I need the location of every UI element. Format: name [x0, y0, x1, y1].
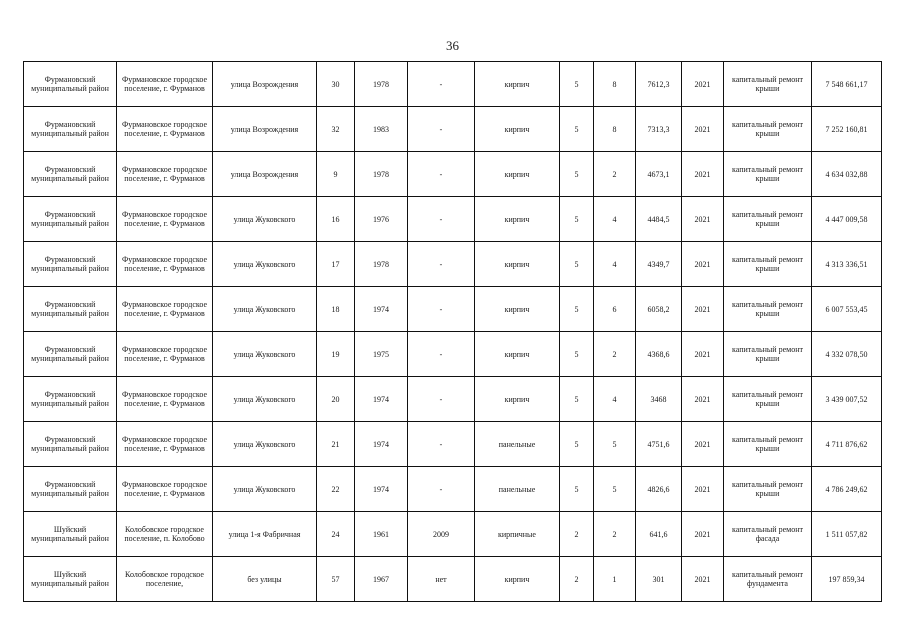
wall-material-cell: кирпич: [475, 62, 560, 107]
table-row: [24, 377, 882, 422]
wall-material-cell: кирпич: [475, 197, 560, 242]
floors-cell: 5: [560, 332, 594, 377]
street-cell: без улицы: [213, 557, 317, 602]
area-cell: 4368,6: [636, 332, 682, 377]
municipality-cell: Фурмановский муниципальный район: [24, 62, 117, 107]
table-row: [24, 107, 882, 152]
table-row: [24, 332, 882, 377]
cost-cell: 4 711 876,62: [812, 422, 882, 467]
entrances-cell: 1: [594, 557, 636, 602]
street-cell: улица Жуковского: [213, 377, 317, 422]
settlement-cell: Фурмановское городское поселение, г. Фурманов: [117, 62, 213, 107]
house-number-cell: 17: [317, 242, 355, 287]
floors-cell: 5: [560, 242, 594, 287]
commissioning-year-cell: -: [408, 287, 475, 332]
area-cell: 641,6: [636, 512, 682, 557]
commissioning-year-cell: -: [408, 377, 475, 422]
entrances-cell: 2: [594, 152, 636, 197]
wall-material-cell: кирпич: [475, 107, 560, 152]
municipality-cell: Фурмановский муниципальный район: [24, 107, 117, 152]
work-type-cell: капитальный ремонт крыши: [724, 242, 812, 287]
repair-year-cell: 2021: [682, 377, 724, 422]
repair-year-cell: 2021: [682, 467, 724, 512]
wall-material-cell: кирпич: [475, 557, 560, 602]
build-year-cell: 1978: [355, 62, 408, 107]
entrances-cell: 4: [594, 242, 636, 287]
commissioning-year-cell: -: [408, 467, 475, 512]
repair-year-cell: 2021: [682, 242, 724, 287]
work-type-cell: капитальный ремонт крыши: [724, 287, 812, 332]
area-cell: 4484,5: [636, 197, 682, 242]
area-cell: 301: [636, 557, 682, 602]
house-number-cell: 22: [317, 467, 355, 512]
wall-material-cell: кирпич: [475, 377, 560, 422]
table-row: [24, 152, 882, 197]
wall-material-cell: кирпичные: [475, 512, 560, 557]
area-cell: 3468: [636, 377, 682, 422]
work-type-cell: капитальный ремонт крыши: [724, 467, 812, 512]
municipality-cell: Фурмановский муниципальный район: [24, 467, 117, 512]
street-cell: улица Жуковского: [213, 242, 317, 287]
build-year-cell: 1974: [355, 422, 408, 467]
entrances-cell: 5: [594, 422, 636, 467]
work-type-cell: капитальный ремонт крыши: [724, 197, 812, 242]
table-row: [24, 62, 882, 107]
build-year-cell: 1976: [355, 197, 408, 242]
entrances-cell: 2: [594, 512, 636, 557]
house-number-cell: 19: [317, 332, 355, 377]
floors-cell: 5: [560, 197, 594, 242]
wall-material-cell: кирпич: [475, 242, 560, 287]
house-number-cell: 57: [317, 557, 355, 602]
table-row: [24, 197, 882, 242]
work-type-cell: капитальный ремонт крыши: [724, 107, 812, 152]
build-year-cell: 1978: [355, 242, 408, 287]
settlement-cell: Фурмановское городское поселение, г. Фурманов: [117, 422, 213, 467]
cost-cell: 4 447 009,58: [812, 197, 882, 242]
street-cell: улица Жуковского: [213, 197, 317, 242]
cost-cell: 4 332 078,50: [812, 332, 882, 377]
municipality-cell: Шуйский муниципальный район: [24, 512, 117, 557]
area-cell: 7612,3: [636, 62, 682, 107]
entrances-cell: 2: [594, 332, 636, 377]
settlement-cell: Фурмановское городское поселение, г. Фурманов: [117, 242, 213, 287]
municipality-cell: Фурмановский муниципальный район: [24, 242, 117, 287]
commissioning-year-cell: 2009: [408, 512, 475, 557]
street-cell: улица Возрождения: [213, 107, 317, 152]
cost-cell: 1 511 057,82: [812, 512, 882, 557]
commissioning-year-cell: -: [408, 332, 475, 377]
repair-year-cell: 2021: [682, 332, 724, 377]
table-body: [24, 62, 882, 602]
house-number-cell: 20: [317, 377, 355, 422]
build-year-cell: 1961: [355, 512, 408, 557]
table-row: [24, 422, 882, 467]
commissioning-year-cell: -: [408, 422, 475, 467]
table-row: [24, 242, 882, 287]
floors-cell: 5: [560, 107, 594, 152]
repair-year-cell: 2021: [682, 422, 724, 467]
area-cell: 7313,3: [636, 107, 682, 152]
commissioning-year-cell: нет: [408, 557, 475, 602]
area-cell: 4349,7: [636, 242, 682, 287]
build-year-cell: 1975: [355, 332, 408, 377]
build-year-cell: 1983: [355, 107, 408, 152]
settlement-cell: Колобовское городское поселение, п. Колобово: [117, 512, 213, 557]
house-number-cell: 32: [317, 107, 355, 152]
wall-material-cell: кирпич: [475, 152, 560, 197]
municipality-cell: Фурмановский муниципальный район: [24, 287, 117, 332]
repair-year-cell: 2021: [682, 512, 724, 557]
repair-year-cell: 2021: [682, 62, 724, 107]
municipality-cell: Фурмановский муниципальный район: [24, 422, 117, 467]
work-type-cell: капитальный ремонт крыши: [724, 152, 812, 197]
work-type-cell: капитальный ремонт крыши: [724, 62, 812, 107]
cost-cell: 7 252 160,81: [812, 107, 882, 152]
repair-year-cell: 2021: [682, 107, 724, 152]
commissioning-year-cell: -: [408, 62, 475, 107]
entrances-cell: 4: [594, 377, 636, 422]
entrances-cell: 8: [594, 107, 636, 152]
municipality-cell: Фурмановский муниципальный район: [24, 197, 117, 242]
page-number: 36: [446, 38, 459, 53]
wall-material-cell: кирпич: [475, 332, 560, 377]
work-type-cell: капитальный ремонт крыши: [724, 332, 812, 377]
floors-cell: 5: [560, 287, 594, 332]
municipality-cell: Шуйский муниципальный район: [24, 557, 117, 602]
table-row: [24, 287, 882, 332]
settlement-cell: Фурмановское городское поселение, г. Фурманов: [117, 287, 213, 332]
work-type-cell: капитальный ремонт крыши: [724, 377, 812, 422]
build-year-cell: 1974: [355, 467, 408, 512]
floors-cell: 5: [560, 422, 594, 467]
street-cell: улица Возрождения: [213, 152, 317, 197]
housing-repair-table: [23, 61, 882, 602]
area-cell: 4673,1: [636, 152, 682, 197]
settlement-cell: Фурмановское городское поселение, г. Фурманов: [117, 332, 213, 377]
municipality-cell: Фурмановский муниципальный район: [24, 377, 117, 422]
cost-cell: 7 548 661,17: [812, 62, 882, 107]
build-year-cell: 1978: [355, 152, 408, 197]
floors-cell: 2: [560, 512, 594, 557]
commissioning-year-cell: -: [408, 107, 475, 152]
street-cell: улица Жуковского: [213, 332, 317, 377]
repair-year-cell: 2021: [682, 557, 724, 602]
entrances-cell: 5: [594, 467, 636, 512]
table-row: [24, 557, 882, 602]
house-number-cell: 30: [317, 62, 355, 107]
table-row: [24, 467, 882, 512]
wall-material-cell: панельные: [475, 467, 560, 512]
work-type-cell: капитальный ремонт фасада: [724, 512, 812, 557]
house-number-cell: 18: [317, 287, 355, 332]
street-cell: улица Жуковского: [213, 467, 317, 512]
cost-cell: 6 007 553,45: [812, 287, 882, 332]
work-type-cell: капитальный ремонт фундамента: [724, 557, 812, 602]
cost-cell: 4 786 249,62: [812, 467, 882, 512]
wall-material-cell: кирпич: [475, 287, 560, 332]
settlement-cell: Фурмановское городское поселение, г. Фурманов: [117, 467, 213, 512]
street-cell: улица Жуковского: [213, 422, 317, 467]
floors-cell: 2: [560, 557, 594, 602]
floors-cell: 5: [560, 377, 594, 422]
commissioning-year-cell: -: [408, 242, 475, 287]
street-cell: улица Жуковского: [213, 287, 317, 332]
build-year-cell: 1967: [355, 557, 408, 602]
street-cell: улица Возрождения: [213, 62, 317, 107]
floors-cell: 5: [560, 152, 594, 197]
house-number-cell: 24: [317, 512, 355, 557]
settlement-cell: Фурмановское городское поселение, г. Фурманов: [117, 197, 213, 242]
settlement-cell: Фурмановское городское поселение, г. Фурманов: [117, 107, 213, 152]
street-cell: улица 1-я Фабричная: [213, 512, 317, 557]
repair-year-cell: 2021: [682, 287, 724, 332]
area-cell: 4826,6: [636, 467, 682, 512]
cost-cell: 197 859,34: [812, 557, 882, 602]
house-number-cell: 9: [317, 152, 355, 197]
area-cell: 6058,2: [636, 287, 682, 332]
cost-cell: 3 439 007,52: [812, 377, 882, 422]
floors-cell: 5: [560, 62, 594, 107]
municipality-cell: Фурмановский муниципальный район: [24, 332, 117, 377]
house-number-cell: 21: [317, 422, 355, 467]
table-row: [24, 512, 882, 557]
wall-material-cell: панельные: [475, 422, 560, 467]
municipality-cell: Фурмановский муниципальный район: [24, 152, 117, 197]
cost-cell: 4 313 336,51: [812, 242, 882, 287]
entrances-cell: 6: [594, 287, 636, 332]
area-cell: 4751,6: [636, 422, 682, 467]
entrances-cell: 8: [594, 62, 636, 107]
settlement-cell: Фурмановское городское поселение, г. Фурманов: [117, 152, 213, 197]
settlement-cell: Колобовское городское поселение,: [117, 557, 213, 602]
entrances-cell: 4: [594, 197, 636, 242]
house-number-cell: 16: [317, 197, 355, 242]
repair-year-cell: 2021: [682, 152, 724, 197]
build-year-cell: 1974: [355, 377, 408, 422]
commissioning-year-cell: -: [408, 152, 475, 197]
floors-cell: 5: [560, 467, 594, 512]
work-type-cell: капитальный ремонт крыши: [724, 422, 812, 467]
settlement-cell: Фурмановское городское поселение, г. Фурманов: [117, 377, 213, 422]
cost-cell: 4 634 032,88: [812, 152, 882, 197]
repair-year-cell: 2021: [682, 197, 724, 242]
build-year-cell: 1974: [355, 287, 408, 332]
commissioning-year-cell: -: [408, 197, 475, 242]
